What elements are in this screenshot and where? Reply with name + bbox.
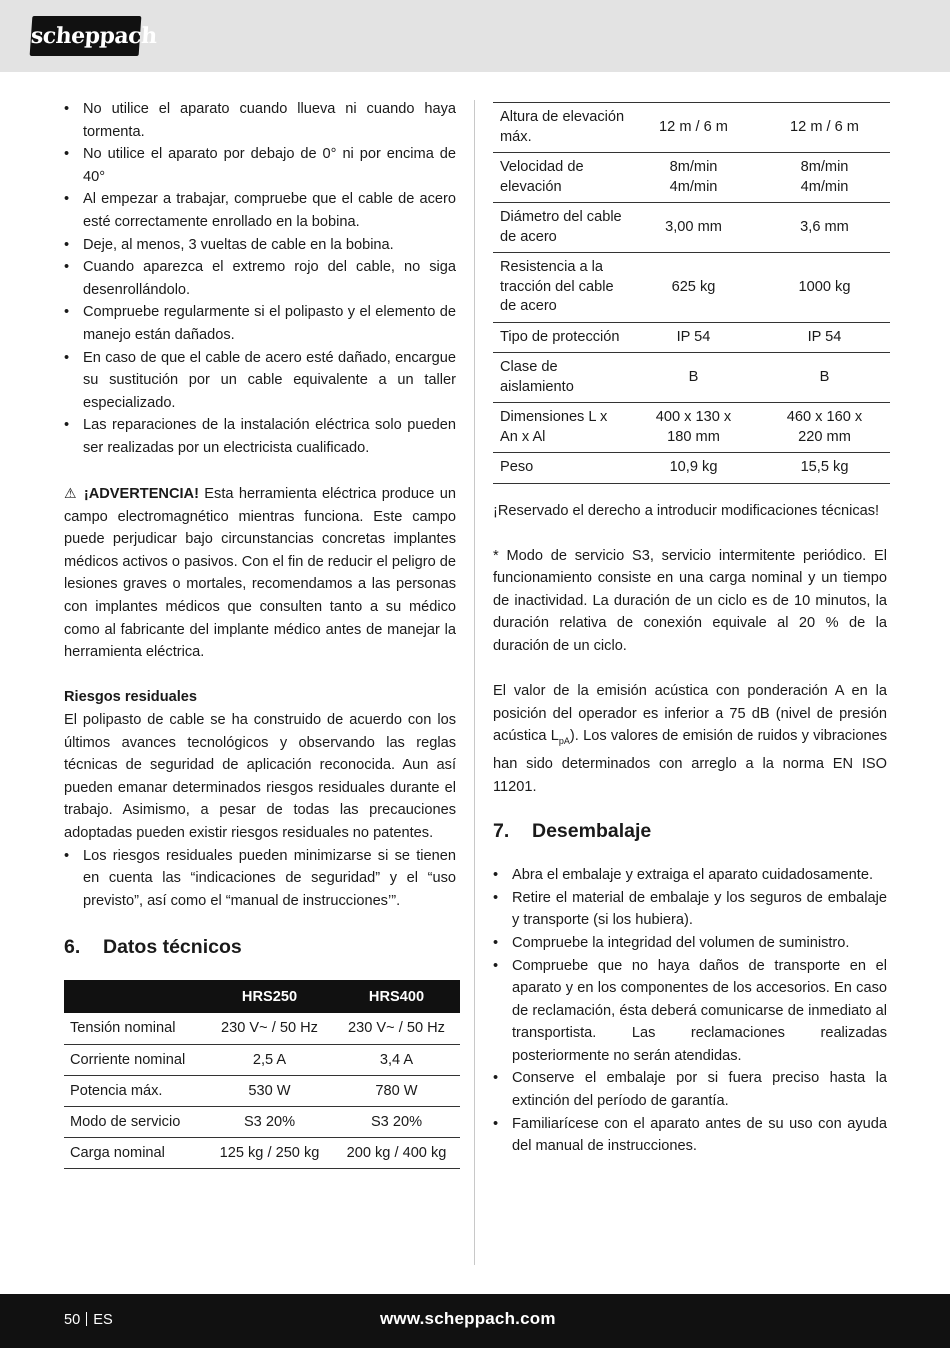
- warning-text: Esta herramienta eléctrica produce un campo electromagnético mientras funciona. Este campo puede perjudicar bajo circunstancias concretas implantes médicos activos o pasivos. Con el fin de reducir el peligro de lesiones graves o mortales, recomendamos a las personas con implantes médicos que consulten tanto a su médico como al fabricante del implante médico antes de manejar la herramienta eléctrica.: [64, 486, 456, 661]
- table-cell: 625 kg: [628, 253, 759, 323]
- list-item: • Familiarícese con el aparato antes de su uso con ayuda del manual de instrucciones.: [493, 1113, 887, 1158]
- list-item: • Cuando aparezca el extremo rojo del cable, no siga desenrollándolo.: [64, 256, 456, 301]
- table-cell: 230 V~ / 50 Hz: [333, 1013, 460, 1044]
- noise-text-part: ). Los valores de emisión de ruidos y vibraciones han sido determinados con arreglo a la norma EN ISO 11201.: [493, 728, 887, 795]
- right-column: [493, 102, 887, 1158]
- table-row: [493, 403, 890, 453]
- table-cell: 12 m / 6 m: [628, 103, 759, 153]
- table-cell: Tensión nominal: [64, 1013, 206, 1044]
- table-header-cell: HRS250: [206, 980, 333, 1013]
- list-item: • Retire el material de embalaje y los seguros de embalaje y transporte (si los hubiera).: [493, 887, 887, 932]
- table-row: [64, 1137, 460, 1168]
- warning-title: ¡ADVERTENCIA!: [83, 486, 199, 503]
- page-footer: [0, 1294, 950, 1348]
- table-row: [493, 322, 890, 353]
- table-row: [64, 1075, 460, 1106]
- table-cell: Altura de elevación máx.: [493, 103, 628, 153]
- table-cell: 230 V~ / 50 Hz: [206, 1013, 333, 1044]
- table-cell: Modo de servicio: [64, 1106, 206, 1137]
- table-cell: 10,9 kg: [628, 453, 759, 484]
- list-item: • Abra el embalaje y extraiga el aparato cuidadosamente.: [493, 864, 887, 887]
- section-7-heading: [493, 818, 887, 844]
- safety-bullet-list: [64, 98, 456, 460]
- table-cell: Diámetro del cable de acero: [493, 203, 628, 253]
- table-cell: Peso: [493, 453, 628, 484]
- noise-emission-text: [493, 680, 887, 798]
- section-6-heading: [64, 934, 456, 960]
- operating-mode-note: * Modo de servicio S3, servicio intermitente periódico. El funcionamiento consiste en una carga nominal y un tiempo de inactividad. La duración de un ciclo es de 10 minutos, la duración relativa de conexión equivale al 20 % de la duración de un ciclo.: [493, 547, 887, 655]
- table-row: [493, 353, 890, 403]
- table-cell: Tipo de protección: [493, 322, 628, 353]
- residual-bullet-list: [64, 845, 456, 913]
- table-cell: 1000 kg: [759, 253, 890, 323]
- table-cell: 460 x 160 x 220 mm: [759, 403, 890, 453]
- technical-data-table: [64, 980, 460, 1169]
- table-cell: 400 x 130 x 180 mm: [628, 403, 759, 453]
- table-cell: S3 20%: [206, 1106, 333, 1137]
- residual-risks-heading: Riesgos residuales: [64, 689, 198, 706]
- table-row: [64, 1106, 460, 1137]
- list-item: • Los riesgos residuales pueden minimizarse si se tienen en cuenta las “indicaciones de seguridad” y el “uso previsto”, así como el “manual de instrucciones’”.: [64, 845, 456, 913]
- list-item: • Conserve el embalaje por si fuera preciso hasta la extinción del período de garantía.: [493, 1067, 887, 1112]
- table-header-cell: [64, 980, 206, 1013]
- unpacking-bullet-list: [493, 864, 887, 1158]
- list-item: • Compruebe regularmente si el polipasto y el elemento de manejo están dañados.: [64, 301, 456, 346]
- table-cell: 8m/min 4m/min: [759, 153, 890, 203]
- table-cell: 8m/min 4m/min: [628, 153, 759, 203]
- left-column: [64, 98, 456, 1169]
- table-cell: 12 m / 6 m: [759, 103, 890, 153]
- table-cell: IP 54: [759, 322, 890, 353]
- table-cell: 15,5 kg: [759, 453, 890, 484]
- list-item: • Las reparaciones de la instalación eléctrica solo pueden ser realizadas por un electricista cualificado.: [64, 414, 456, 459]
- section-number: 7.: [493, 820, 510, 843]
- section-title: Desembalaje: [532, 820, 652, 843]
- table-cell: Resistencia a la tracción del cable de acero: [493, 253, 628, 323]
- scheppach-logo: scheppach: [30, 16, 142, 56]
- table-cell: Corriente nominal: [64, 1044, 206, 1075]
- table-row: [64, 1044, 460, 1075]
- section-title: Datos técnicos: [103, 936, 242, 959]
- table-row: [493, 453, 890, 484]
- table-cell: B: [628, 353, 759, 403]
- list-item: • Deje, al menos, 3 vueltas de cable en la bobina.: [64, 234, 456, 257]
- page-header: [0, 0, 950, 72]
- table-cell: 125 kg / 250 kg: [206, 1137, 333, 1168]
- table-row: [493, 253, 890, 323]
- table-cell: Carga nominal: [64, 1137, 206, 1168]
- table-header-cell: HRS400: [333, 980, 460, 1013]
- language-code: ES: [93, 1312, 113, 1328]
- table-row: [493, 103, 890, 153]
- table-cell: Clase de aislamiento: [493, 353, 628, 403]
- table-cell: S3 20%: [333, 1106, 460, 1137]
- table-cell: 780 W: [333, 1075, 460, 1106]
- table-row: [493, 153, 890, 203]
- list-item: • No utilice el aparato cuando llueva ni cuando haya tormenta.: [64, 98, 456, 143]
- website-url[interactable]: www.scheppach.com: [380, 1309, 556, 1328]
- noise-subscript: pA: [558, 736, 570, 747]
- table-cell: Velocidad de elevación: [493, 153, 628, 203]
- section-number: 6.: [64, 936, 81, 959]
- reserved-rights-text: ¡Reservado el derecho a introducir modificaciones técnicas!: [493, 502, 880, 519]
- page-number: [64, 1310, 113, 1330]
- table-cell: 3,4 A: [333, 1044, 460, 1075]
- list-item: • Compruebe que no haya daños de transporte en el aparato y en los componentes de los accesorios. En caso de reclamación, ésta deberá comunicarse de inmediato al transportista. Las reclamaciones realizadas posteriormente no serán atendidas.: [493, 955, 887, 1068]
- table-row: [64, 1013, 460, 1044]
- list-item: • Al empezar a trabajar, compruebe que el cable de acero esté correctamente enrollado en la bobina.: [64, 188, 456, 233]
- table-cell: Dimensiones L x An x Al: [493, 403, 628, 453]
- column-divider: [474, 100, 475, 1265]
- table-header-row: [64, 980, 460, 1013]
- warning-paragraph: [64, 482, 456, 664]
- table-cell: 530 W: [206, 1075, 333, 1106]
- table-cell: 2,5 A: [206, 1044, 333, 1075]
- table-cell: 200 kg / 400 kg: [333, 1137, 460, 1168]
- noise-text-part: El valor de la emisión acústica con ponderación A en la posición del operador es inferior a 75 dB (nivel de presión acústica L: [493, 683, 887, 745]
- page-number-value: 50: [64, 1312, 81, 1328]
- technical-data-table-continued: [493, 102, 890, 484]
- table-cell: Potencia máx.: [64, 1075, 206, 1106]
- table-cell: 3,6 mm: [759, 203, 890, 253]
- table-cell: IP 54: [628, 322, 759, 353]
- list-item: • Compruebe la integridad del volumen de suministro.: [493, 932, 887, 955]
- list-item: • No utilice el aparato por debajo de 0° ni por encima de 40°: [64, 143, 456, 188]
- list-item: • En caso de que el cable de acero esté dañado, encargue su sustitución por un cable equivalente a un taller especializado.: [64, 347, 456, 415]
- table-row: [493, 203, 890, 253]
- warning-icon: ⚠: [64, 485, 78, 502]
- table-cell: B: [759, 353, 890, 403]
- residual-risks-text: El polipasto de cable se ha construido de acuerdo con los últimos avances tecnológicos y observando las reglas técnicas de seguridad de aplicación reconocida. Aun así pueden emanar determinados riesgos residuales durante el trabajo. Asimismo, a pesar de todas las precauciones adoptadas pueden existir riesgos residuales no patentes.: [64, 712, 456, 841]
- table-cell: 3,00 mm: [628, 203, 759, 253]
